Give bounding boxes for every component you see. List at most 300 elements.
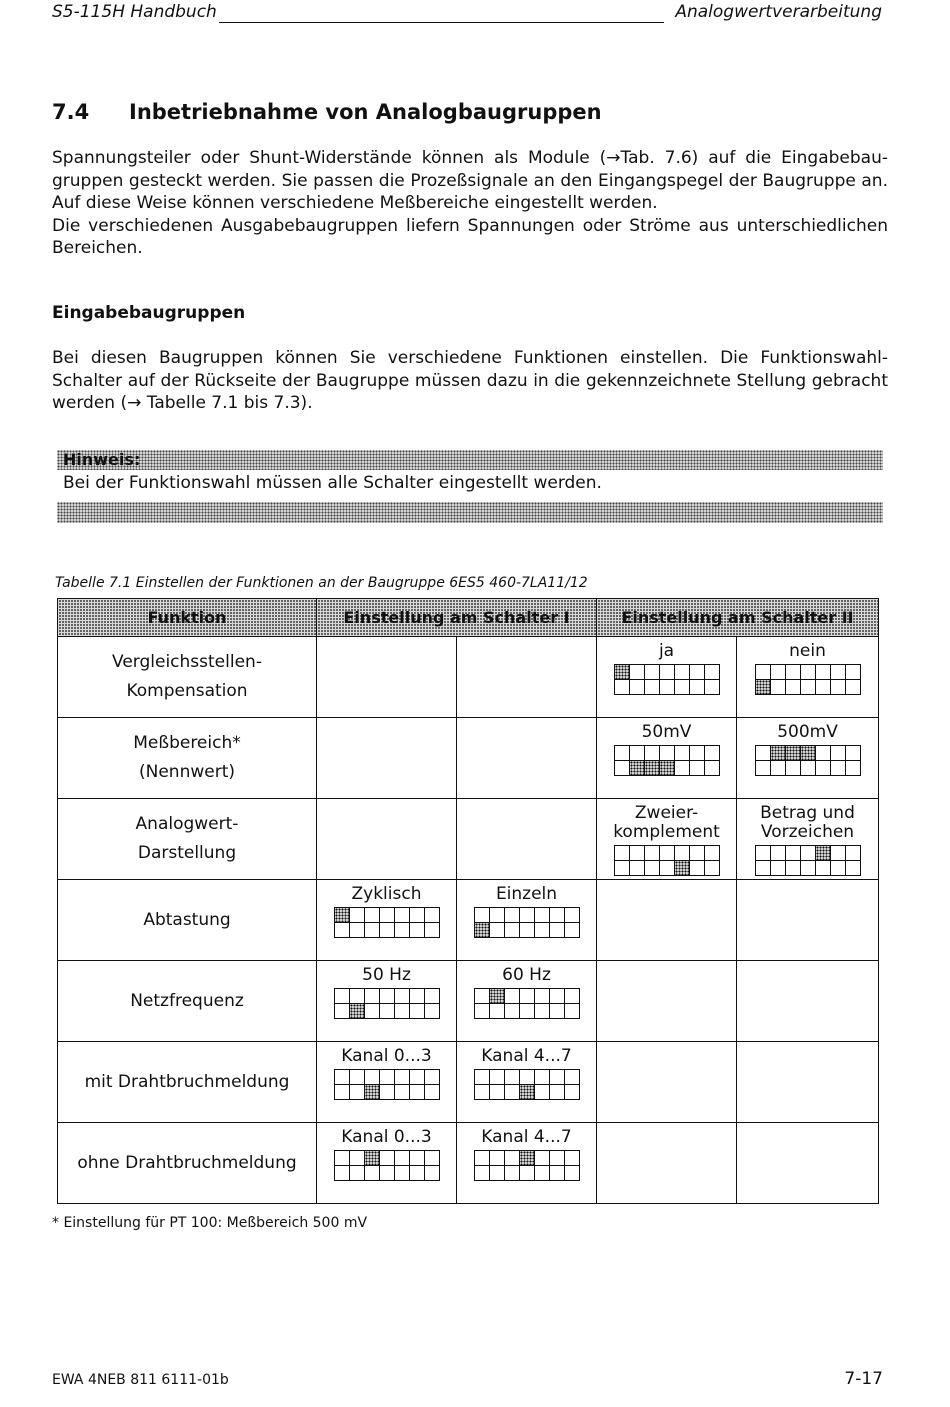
switch-position <box>831 665 845 679</box>
switch-position <box>365 1004 379 1018</box>
switch-position <box>395 1070 409 1084</box>
body-paragraph <box>52 347 888 415</box>
switch-position <box>615 861 629 875</box>
setting-cell <box>597 799 737 880</box>
setting-cell <box>597 961 737 1042</box>
switch-position <box>675 746 689 760</box>
switch-position <box>535 989 549 1003</box>
switch-position <box>831 861 845 875</box>
switch-position <box>565 1085 579 1099</box>
switch-position <box>660 861 674 875</box>
setting-label: komplement <box>613 822 720 842</box>
switch-position <box>846 846 860 860</box>
switch-position-set <box>335 908 349 922</box>
switch-position <box>395 1166 409 1180</box>
switch-position <box>335 1070 349 1084</box>
function-name <box>58 637 317 718</box>
switch-position <box>816 680 830 694</box>
setting-cell <box>737 799 879 880</box>
note-text: Bei der Funktionswahl müssen alle Schalter eingestellt werden. <box>63 473 602 493</box>
function-name-line: Kompensation <box>126 681 248 701</box>
switch-position <box>705 846 719 860</box>
switch-position <box>380 989 394 1003</box>
switch-position <box>690 746 704 760</box>
setting-cell <box>737 1042 879 1123</box>
function-name-line: Netzfrequenz <box>130 990 244 1011</box>
dip-switch <box>474 1069 580 1100</box>
setting-cell <box>317 637 457 718</box>
switch-position <box>756 665 770 679</box>
setting-cell <box>317 799 457 880</box>
switch-position <box>505 1166 519 1180</box>
body-line: Bei diesen Baugruppen können Sie verschiedene Funktionen einstellen. Die Funktionswahl- <box>52 348 888 368</box>
setting-cell <box>457 880 597 961</box>
setting-cell <box>737 637 879 718</box>
header-switch-1: Einstellung am Schalter I <box>317 599 597 637</box>
switch-position <box>410 1166 424 1180</box>
switch-position <box>350 1151 364 1165</box>
switch-position <box>831 846 845 860</box>
setting-option <box>597 637 736 661</box>
switch-position <box>630 746 644 760</box>
dip-switch <box>334 988 440 1019</box>
switch-position <box>380 1085 394 1099</box>
function-name <box>58 799 317 880</box>
setting-cell <box>317 961 457 1042</box>
section-title: Inbetriebnahme von Analogbaugruppen <box>129 100 602 124</box>
switch-position-set <box>490 989 504 1003</box>
setting-option <box>597 799 736 842</box>
switch-position <box>705 746 719 760</box>
table-row <box>58 718 879 799</box>
switch-position <box>801 846 815 860</box>
switch-position <box>335 923 349 937</box>
page-number: 7-17 <box>844 1369 883 1389</box>
switch-position <box>690 861 704 875</box>
body-line: werden (→ Tabelle 7.1 bis 7.3). <box>52 393 313 413</box>
switch-position <box>550 1151 564 1165</box>
switch-position <box>350 989 364 1003</box>
setting-option <box>597 718 736 742</box>
function-name <box>58 1123 317 1204</box>
header-function: Funktion <box>58 599 317 637</box>
switch-position-set <box>756 680 770 694</box>
switch-position <box>475 1085 489 1099</box>
switch-position <box>505 1004 519 1018</box>
switch-position <box>520 1004 534 1018</box>
switch-position <box>831 680 845 694</box>
switch-position <box>505 1151 519 1165</box>
switch-position <box>410 1004 424 1018</box>
switch-position-set <box>786 746 800 760</box>
switch-position <box>831 746 845 760</box>
function-name-line: (Nennwert) <box>138 762 235 782</box>
switch-position <box>675 665 689 679</box>
switch-position <box>335 1151 349 1165</box>
switch-position <box>425 1070 439 1084</box>
switch-position <box>615 680 629 694</box>
function-name <box>58 718 317 799</box>
switch-position <box>615 846 629 860</box>
switch-position <box>505 923 519 937</box>
switch-position <box>786 680 800 694</box>
switch-position <box>505 1070 519 1084</box>
switch-position <box>490 1166 504 1180</box>
switch-position <box>846 665 860 679</box>
switch-position <box>350 908 364 922</box>
switch-position <box>380 1166 394 1180</box>
switch-position <box>846 680 860 694</box>
function-name-line: Meßbereich* <box>133 733 241 753</box>
header-chapter: Analogwertverarbeitung <box>675 2 882 22</box>
switch-position <box>410 923 424 937</box>
dip-switch <box>474 988 580 1019</box>
switch-position <box>816 665 830 679</box>
switch-position <box>425 1085 439 1099</box>
setting-cell <box>457 961 597 1042</box>
switch-position <box>475 989 489 1003</box>
switch-position <box>705 680 719 694</box>
switch-position <box>410 1151 424 1165</box>
header-rule <box>219 22 664 23</box>
switch-position <box>801 665 815 679</box>
switch-position-set <box>771 746 785 760</box>
switch-position <box>535 1004 549 1018</box>
table-row <box>58 799 879 880</box>
switch-position <box>756 861 770 875</box>
setting-option <box>317 961 456 985</box>
dip-switch <box>334 1069 440 1100</box>
switch-position <box>831 761 845 775</box>
setting-label: 50 Hz <box>362 965 411 985</box>
function-name-line: ohne Drahtbruchmeldung <box>77 1152 297 1173</box>
switch-position <box>801 861 815 875</box>
setting-option <box>317 1042 456 1066</box>
switch-position <box>505 989 519 1003</box>
setting-cell <box>737 1123 879 1204</box>
switch-position <box>425 1151 439 1165</box>
switch-position <box>756 846 770 860</box>
switch-position <box>535 908 549 922</box>
switch-position <box>846 861 860 875</box>
note-label: Hinweis: <box>63 450 141 469</box>
switch-position <box>786 846 800 860</box>
setting-option <box>457 961 596 985</box>
setting-label: Kanal 4...7 <box>481 1127 572 1147</box>
switch-position <box>816 761 830 775</box>
switch-position <box>395 1085 409 1099</box>
setting-label: Zweier- <box>634 803 699 823</box>
switch-position <box>475 1151 489 1165</box>
setting-cell <box>317 1042 457 1123</box>
setting-label: Einzeln <box>495 884 558 904</box>
switch-position <box>660 665 674 679</box>
switch-position <box>490 1070 504 1084</box>
switch-position <box>550 989 564 1003</box>
switch-position <box>615 746 629 760</box>
switch-position <box>771 846 785 860</box>
switch-position <box>565 1070 579 1084</box>
table-row <box>58 1042 879 1123</box>
switch-position <box>395 1004 409 1018</box>
function-name-line: Analogwert- <box>135 814 239 834</box>
function-name-line: Abtastung <box>143 909 231 930</box>
switch-position <box>535 923 549 937</box>
switch-position <box>690 665 704 679</box>
switch-position <box>335 1004 349 1018</box>
switch-position <box>756 761 770 775</box>
switch-position <box>786 665 800 679</box>
setting-cell <box>457 1042 597 1123</box>
switch-position <box>350 1070 364 1084</box>
switch-position <box>846 746 860 760</box>
switch-position-set <box>630 761 644 775</box>
footer-doc-code: EWA 4NEB 811 6111-01b <box>52 1372 229 1388</box>
setting-cell <box>597 718 737 799</box>
function-name <box>58 880 317 961</box>
switch-position <box>410 1070 424 1084</box>
header-switch-2: Einstellung am Schalter II <box>597 599 879 637</box>
switch-position <box>675 761 689 775</box>
setting-option <box>737 637 878 661</box>
setting-cell <box>737 961 879 1042</box>
switch-position <box>335 1085 349 1099</box>
dip-switch <box>614 664 720 695</box>
switch-position <box>505 1085 519 1099</box>
function-settings-table <box>57 598 879 1204</box>
switch-position <box>395 908 409 922</box>
dip-switch <box>614 845 720 876</box>
switch-position-set <box>365 1151 379 1165</box>
intro-line: gruppen gesteckt werden. Sie passen die Prozeßsignale an den Eingangspegel der Baugruppe an. <box>52 170 888 191</box>
switch-position <box>520 923 534 937</box>
switch-position <box>846 761 860 775</box>
table-row <box>58 880 879 961</box>
switch-position <box>565 908 579 922</box>
switch-position <box>335 1166 349 1180</box>
switch-position <box>425 923 439 937</box>
setting-label: 60 Hz <box>502 965 551 985</box>
table-row <box>58 637 879 718</box>
setting-option <box>457 1042 596 1066</box>
setting-label: Betrag und <box>760 803 855 823</box>
switch-position <box>630 861 644 875</box>
setting-label: ja <box>658 641 675 661</box>
dip-switch <box>755 745 861 776</box>
switch-position <box>520 989 534 1003</box>
setting-label: Kanal 4...7 <box>481 1046 572 1066</box>
switch-position <box>565 989 579 1003</box>
switch-position <box>630 846 644 860</box>
switch-position-set <box>816 846 830 860</box>
switch-position <box>660 846 674 860</box>
switch-position <box>550 1004 564 1018</box>
setting-label: nein <box>789 641 826 661</box>
switch-position <box>425 1166 439 1180</box>
switch-position <box>380 908 394 922</box>
switch-position <box>550 908 564 922</box>
switch-position-set <box>365 1085 379 1099</box>
switch-position <box>380 1151 394 1165</box>
switch-position <box>550 1166 564 1180</box>
setting-option <box>457 880 596 904</box>
dip-switch <box>755 845 861 876</box>
switch-position <box>801 680 815 694</box>
switch-position <box>395 1151 409 1165</box>
switch-position <box>365 908 379 922</box>
switch-position <box>490 908 504 922</box>
switch-position <box>365 989 379 1003</box>
switch-position <box>705 861 719 875</box>
setting-option <box>317 880 456 904</box>
setting-cell <box>317 718 457 799</box>
switch-position <box>690 680 704 694</box>
switch-position <box>490 923 504 937</box>
switch-position <box>535 1151 549 1165</box>
dip-switch <box>755 664 861 695</box>
switch-position <box>475 1070 489 1084</box>
switch-position <box>550 923 564 937</box>
switch-position <box>425 908 439 922</box>
function-name <box>58 961 317 1042</box>
table-caption: Tabelle 7.1 Einstellen der Funktionen an der Baugruppe 6ES5 460-7LA11/12 <box>55 575 588 591</box>
switch-position <box>535 1166 549 1180</box>
note-bar-top <box>57 450 883 470</box>
switch-position <box>395 989 409 1003</box>
switch-position <box>756 746 770 760</box>
dip-switch <box>614 745 720 776</box>
switch-position <box>645 680 659 694</box>
header-title: S5-115H Handbuch <box>52 2 217 22</box>
setting-cell <box>457 799 597 880</box>
switch-position <box>660 746 674 760</box>
switch-position <box>395 923 409 937</box>
switch-position-set <box>520 1085 534 1099</box>
setting-cell <box>737 880 879 961</box>
switch-position <box>350 1166 364 1180</box>
switch-position <box>630 680 644 694</box>
section-number: 7.4 <box>52 100 90 124</box>
setting-label: Zyklisch <box>351 884 422 904</box>
switch-position <box>565 923 579 937</box>
switch-position <box>520 1070 534 1084</box>
switch-position <box>690 846 704 860</box>
switch-position-set <box>675 861 689 875</box>
setting-label: Kanal 0...3 <box>341 1046 432 1066</box>
setting-label: 500mV <box>777 722 838 742</box>
switch-position <box>645 665 659 679</box>
setting-cell <box>597 1123 737 1204</box>
switch-position <box>645 746 659 760</box>
switch-position-set <box>615 665 629 679</box>
switch-position-set <box>645 761 659 775</box>
switch-position <box>550 1070 564 1084</box>
switch-position <box>816 861 830 875</box>
switch-position <box>520 1166 534 1180</box>
switch-position <box>490 1151 504 1165</box>
switch-position <box>425 989 439 1003</box>
switch-position <box>380 923 394 937</box>
switch-position <box>475 908 489 922</box>
switch-position <box>490 1004 504 1018</box>
switch-position <box>380 1070 394 1084</box>
function-name-line: Vergleichsstellen- <box>112 652 262 672</box>
setting-cell <box>597 880 737 961</box>
switch-position <box>565 1004 579 1018</box>
intro-line: Spannungsteiler oder Shunt-Widerstände können als Module (→Tab. 7.6) auf die Eingabebau- <box>52 148 888 168</box>
switch-position <box>475 1166 489 1180</box>
switch-position <box>550 1085 564 1099</box>
setting-option <box>317 1123 456 1147</box>
switch-position-set <box>350 1004 364 1018</box>
setting-cell <box>457 637 597 718</box>
switch-position <box>675 846 689 860</box>
switch-position <box>425 1004 439 1018</box>
dip-switch <box>334 907 440 938</box>
intro-line: Die verschiedenen Ausgabebaugruppen liefern Spannungen oder Ströme aus unterschiedlichen <box>52 215 888 236</box>
switch-position <box>565 1151 579 1165</box>
switch-position <box>505 908 519 922</box>
switch-position <box>410 1085 424 1099</box>
footnote: * Einstellung für PT 100: Meßbereich 500 mV <box>52 1215 368 1231</box>
switch-position <box>335 989 349 1003</box>
switch-position <box>350 1085 364 1099</box>
switch-position <box>615 761 629 775</box>
switch-position <box>816 746 830 760</box>
switch-position <box>771 665 785 679</box>
switch-position <box>645 846 659 860</box>
subheading: Eingabebaugruppen <box>52 303 246 323</box>
switch-position <box>365 923 379 937</box>
note-bar-bottom <box>57 502 883 523</box>
setting-option <box>737 799 878 842</box>
setting-option <box>457 1123 596 1147</box>
switch-position <box>705 665 719 679</box>
switch-position <box>786 861 800 875</box>
switch-position <box>365 1070 379 1084</box>
dip-switch <box>474 1150 580 1181</box>
switch-position-set <box>475 923 489 937</box>
switch-position <box>475 1004 489 1018</box>
setting-cell <box>317 1123 457 1204</box>
switch-position <box>520 908 534 922</box>
dip-switch <box>474 907 580 938</box>
switch-position <box>771 761 785 775</box>
switch-position <box>565 1166 579 1180</box>
switch-position <box>535 1070 549 1084</box>
switch-position <box>801 761 815 775</box>
switch-position <box>705 761 719 775</box>
intro-line: Bereichen. <box>52 238 143 258</box>
table-row <box>58 1123 879 1204</box>
switch-position <box>690 761 704 775</box>
setting-option <box>737 718 878 742</box>
setting-cell <box>457 718 597 799</box>
switch-position <box>535 1085 549 1099</box>
body-line: Schalter auf der Rückseite der Baugruppe müssen dazu in die gekennzeichnete Stellung gebracht <box>52 370 888 391</box>
function-name-line: mit Drahtbruchmeldung <box>84 1071 290 1092</box>
switch-position <box>410 908 424 922</box>
setting-cell <box>597 637 737 718</box>
setting-label: 50mV <box>641 722 692 742</box>
switch-position <box>410 989 424 1003</box>
setting-cell <box>457 1123 597 1204</box>
switch-position <box>630 665 644 679</box>
setting-label: Kanal 0...3 <box>341 1127 432 1147</box>
intro-paragraph <box>52 147 888 260</box>
switch-position <box>771 680 785 694</box>
function-name <box>58 1042 317 1123</box>
